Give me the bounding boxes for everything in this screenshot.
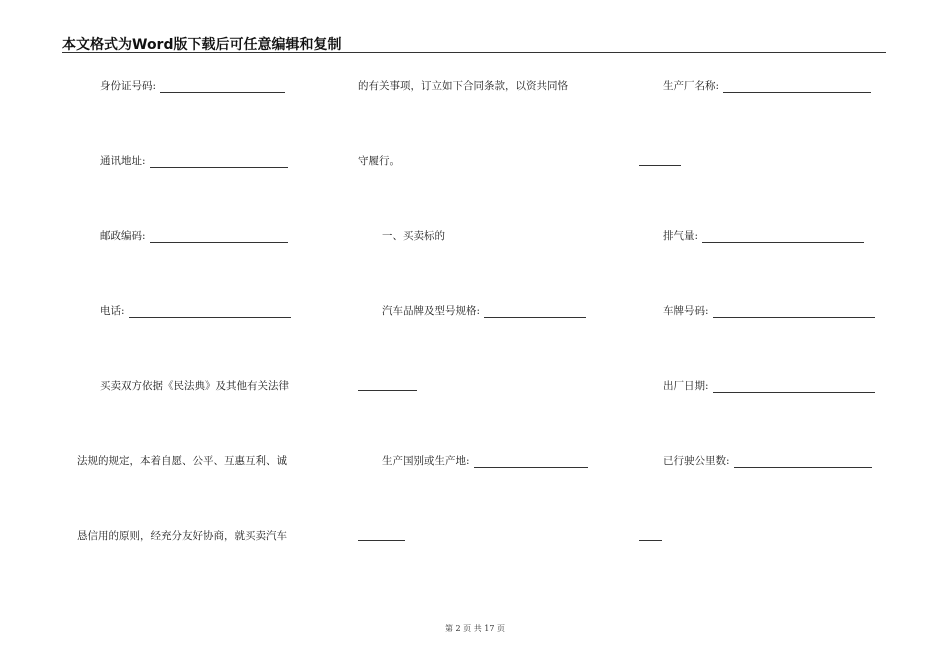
origin-continuation [358, 529, 405, 541]
displacement-field[interactable] [702, 231, 864, 243]
brand-model-field[interactable] [484, 306, 586, 318]
origin-field[interactable] [474, 456, 588, 468]
plate-field[interactable] [713, 306, 875, 318]
origin-label: 生产国别或生产地: [382, 455, 470, 467]
brand-model-label: 汽车品牌及型号规格: [382, 305, 481, 317]
production-date-line [663, 379, 875, 393]
address-line [100, 154, 288, 168]
postal-field[interactable] [150, 231, 288, 243]
phone-field[interactable] [129, 306, 291, 318]
mileage-field[interactable] [734, 456, 872, 468]
left-paragraph-line-1: 买卖双方依据《民法典》及其他有关法律 [100, 380, 289, 392]
postal-label: 邮政编码: [100, 230, 146, 242]
manufacturer-label: 生产厂名称: [663, 80, 720, 92]
id-number-line [100, 79, 285, 93]
address-label: 通讯地址: [100, 155, 146, 167]
id-number-label: 身份证号码: [100, 80, 157, 92]
plate-label: 车牌号码: [663, 305, 709, 317]
address-field[interactable] [150, 156, 288, 168]
document-header-title: 本文格式为Word版下载后可任意编辑和复制 [62, 37, 342, 53]
brand-model-continuation [358, 379, 417, 391]
phone-line [100, 304, 291, 318]
middle-paragraph-line-1: 的有关事项，订立如下合同条款，以资共同恪 [358, 80, 568, 92]
middle-paragraph-line-2: 守履行。 [358, 155, 400, 167]
production-date-label: 出厂日期: [663, 380, 709, 392]
manufacturer-field-continued[interactable] [639, 154, 681, 166]
manufacturer-line [663, 79, 871, 93]
id-number-field[interactable] [160, 81, 285, 93]
displacement-line [663, 229, 864, 243]
brand-model-line [382, 304, 586, 318]
postal-line [100, 229, 288, 243]
left-paragraph-line-3: 恳信用的原则，经充分友好协商，就买卖汽车 [77, 530, 287, 542]
displacement-label: 排气量: [663, 230, 699, 242]
mileage-label: 已行驶公里数: [663, 455, 730, 467]
manufacturer-field[interactable] [723, 81, 871, 93]
mileage-field-continued[interactable] [639, 529, 662, 541]
mileage-line [663, 454, 872, 468]
left-paragraph-line-2: 法规的规定，本着自愿、公平、互惠互利、诚 [77, 455, 287, 467]
origin-line [382, 454, 588, 468]
section-1-title: 一、买卖标的 [382, 230, 445, 242]
production-date-field[interactable] [713, 381, 875, 393]
header-divider [62, 52, 886, 53]
brand-model-field-continued[interactable] [358, 379, 417, 391]
manufacturer-continuation [639, 154, 681, 166]
plate-line [663, 304, 875, 318]
origin-field-continued[interactable] [358, 529, 405, 541]
phone-label: 电话: [100, 305, 125, 317]
mileage-continuation [639, 529, 662, 541]
page-number: 第 2 页 共 17 页 [445, 624, 505, 633]
